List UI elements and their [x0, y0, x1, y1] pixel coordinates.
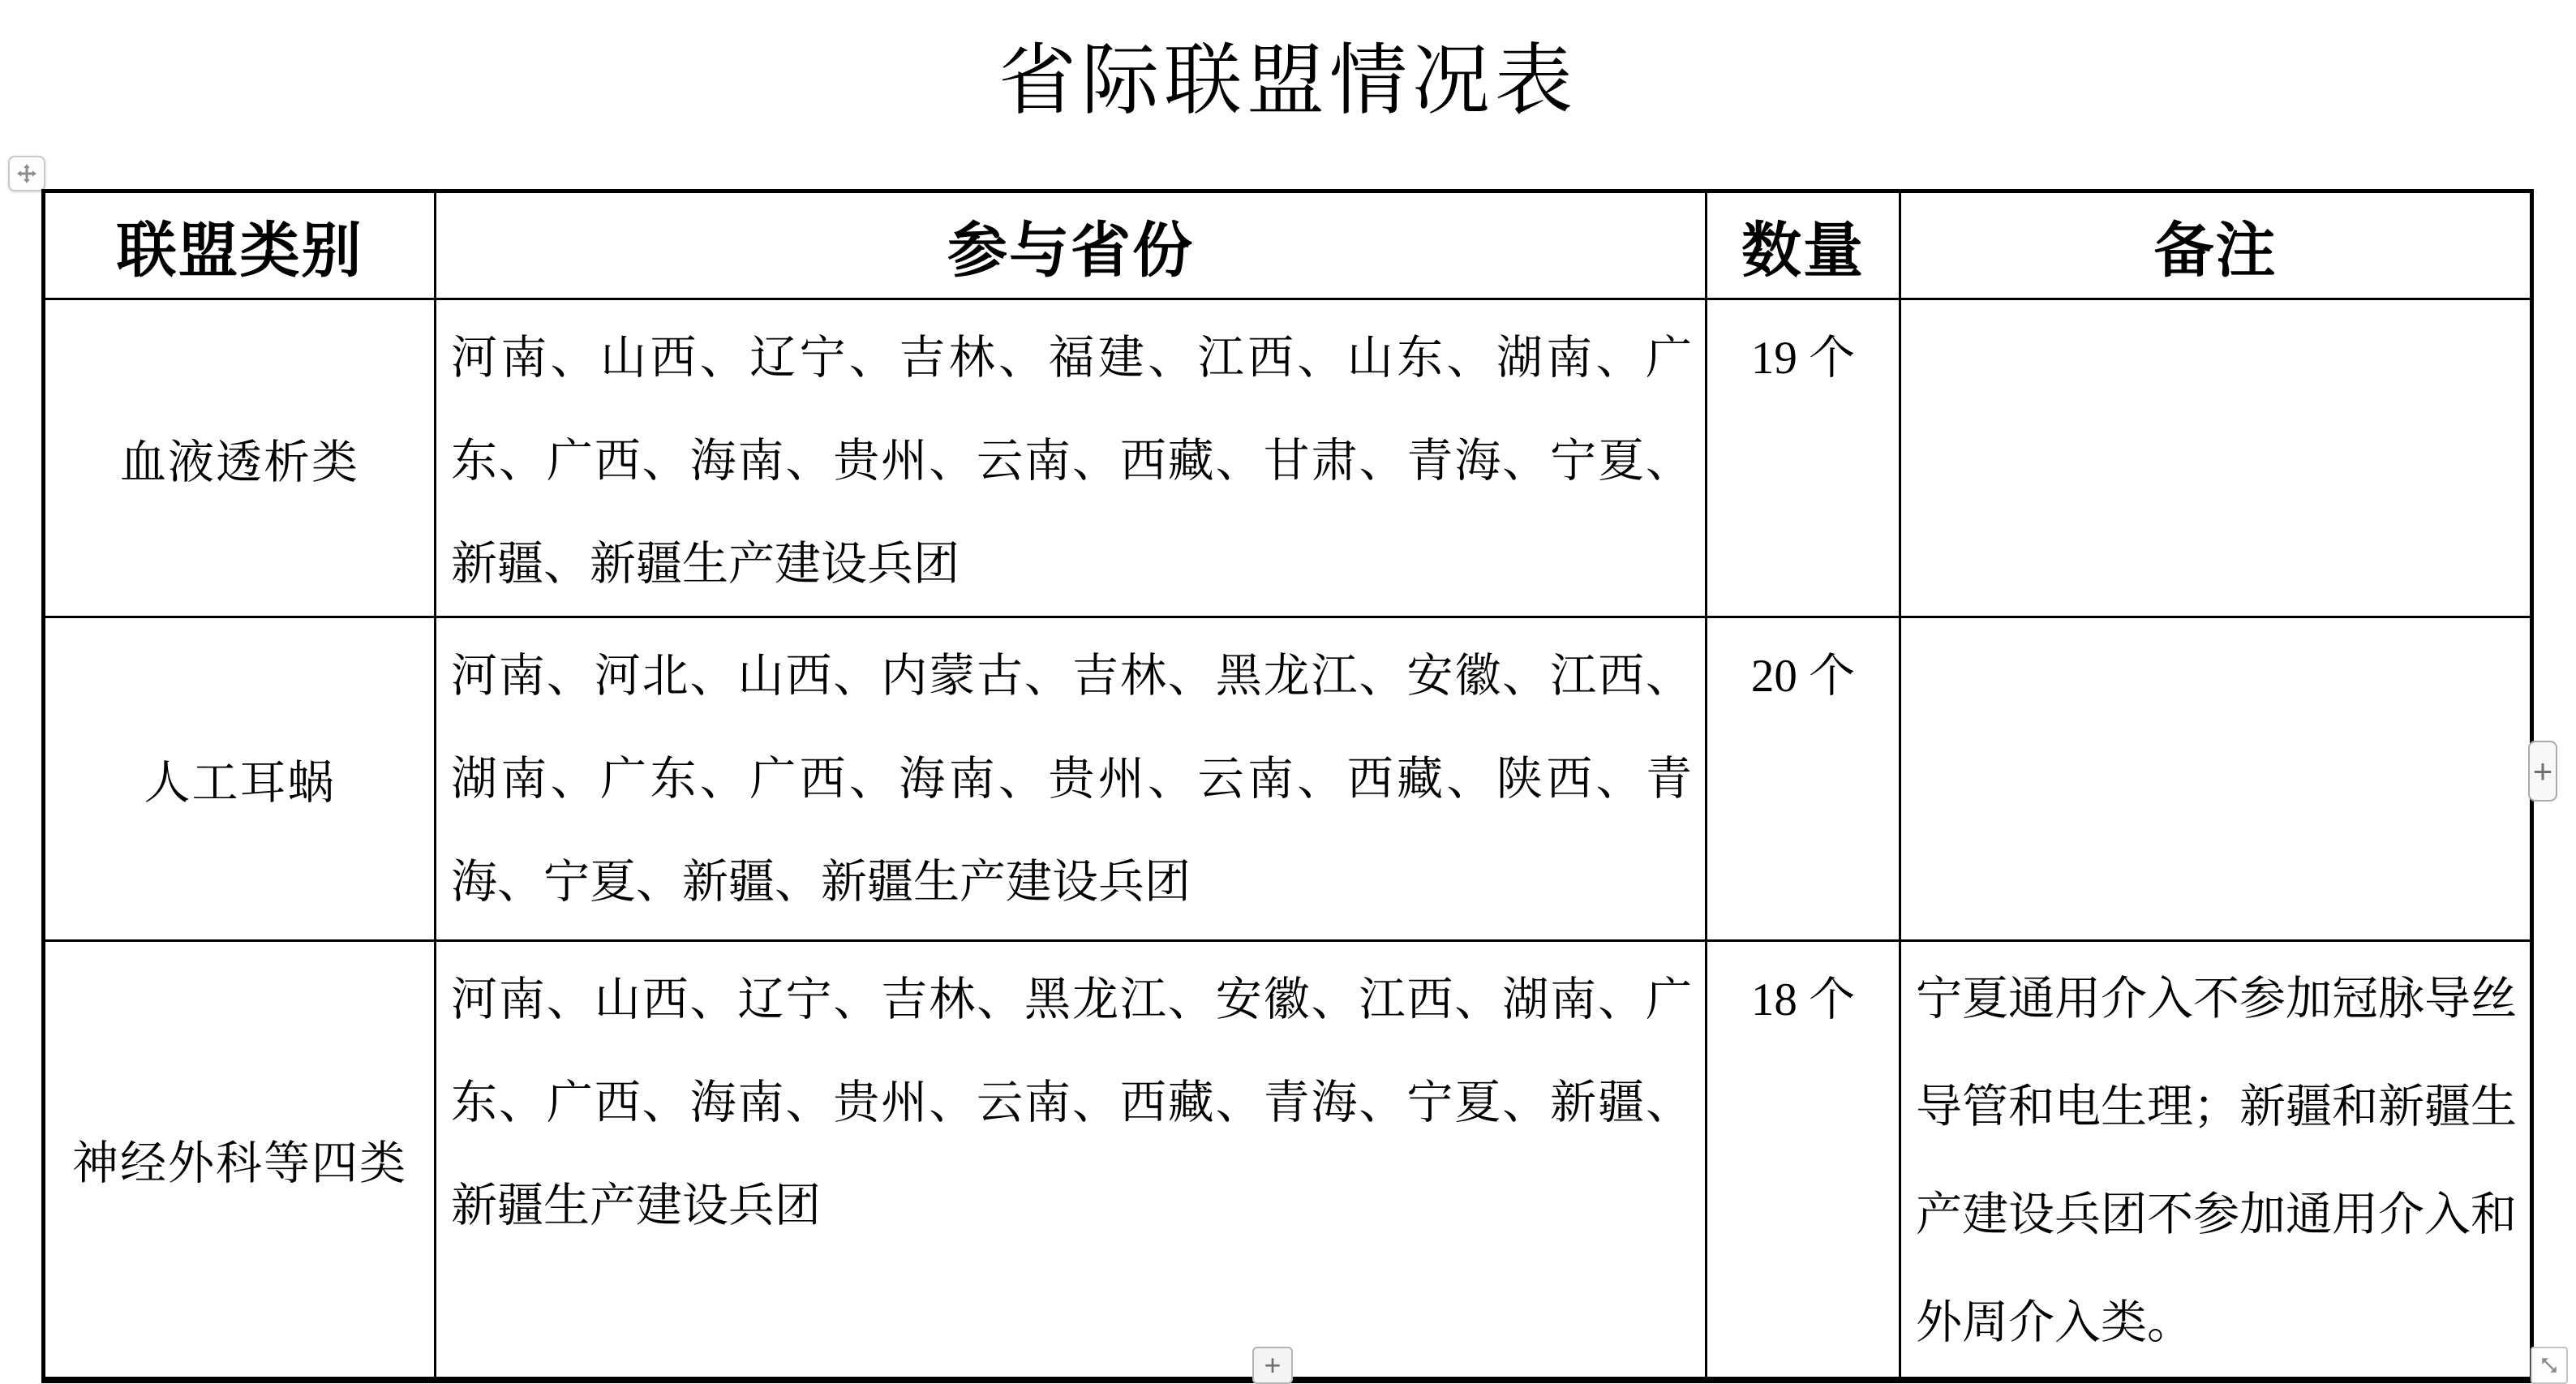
cell-provinces[interactable]: 河南、河北、山西、内蒙古、吉林、黑龙江、安徽、江西、湖南、广东、广西、海南、贵州、云南、西藏、陕西、青海、宁夏、新疆、新疆生产建设兵团: [436, 617, 1707, 941]
move-icon: [15, 161, 39, 186]
table-row-neurosurgery: [44, 941, 2532, 1381]
cell-remark[interactable]: [1900, 617, 2532, 941]
alliance-table: [41, 189, 2534, 1383]
table-move-handle[interactable]: [8, 156, 45, 191]
add-row-button[interactable]: [1252, 1347, 1293, 1384]
header-cell-provinces[interactable]: 参与省份: [436, 191, 1707, 299]
cell-category[interactable]: 人工耳蜗: [44, 617, 436, 941]
page-title[interactable]: 省际联盟情况表: [998, 37, 1578, 124]
cell-quantity[interactable]: 20 个: [1707, 617, 1900, 941]
cell-quantity[interactable]: 18 个: [1707, 941, 1900, 1381]
header-cell-category[interactable]: 联盟类别: [44, 191, 436, 299]
cell-remark[interactable]: 宁夏通用介入不参加冠脉导丝导管和电生理；新疆和新疆生产建设兵团不参加通用介入和外周介入类。: [1900, 941, 2532, 1381]
table-row-hemodialysis: [44, 299, 2532, 617]
cell-remark[interactable]: [1900, 299, 2532, 617]
cell-category[interactable]: 血液透析类: [44, 299, 436, 617]
cell-category[interactable]: 神经外科等四类: [44, 941, 436, 1381]
add-column-button[interactable]: [2528, 741, 2557, 802]
table-resize-handle[interactable]: [2531, 1347, 2568, 1384]
table-header-row: [44, 191, 2532, 299]
cell-quantity[interactable]: 19 个: [1707, 299, 1900, 617]
diagonal-resize-icon: [2538, 1354, 2561, 1377]
plus-icon: +: [1264, 1348, 1282, 1382]
cell-provinces[interactable]: 河南、山西、辽宁、吉林、福建、江西、山东、湖南、广东、广西、海南、贵州、云南、西藏、甘肃、青海、宁夏、新疆、新疆生产建设兵团: [436, 299, 1707, 617]
plus-icon: +: [2532, 751, 2553, 790]
cell-provinces[interactable]: 河南、山西、辽宁、吉林、黑龙江、安徽、江西、湖南、广东、广西、海南、贵州、云南、西藏、青海、宁夏、新疆、新疆生产建设兵团: [436, 941, 1707, 1381]
header-cell-quantity[interactable]: 数量: [1707, 191, 1900, 299]
table-row-cochlear: [44, 617, 2532, 941]
header-cell-remark[interactable]: 备注: [1900, 191, 2532, 299]
